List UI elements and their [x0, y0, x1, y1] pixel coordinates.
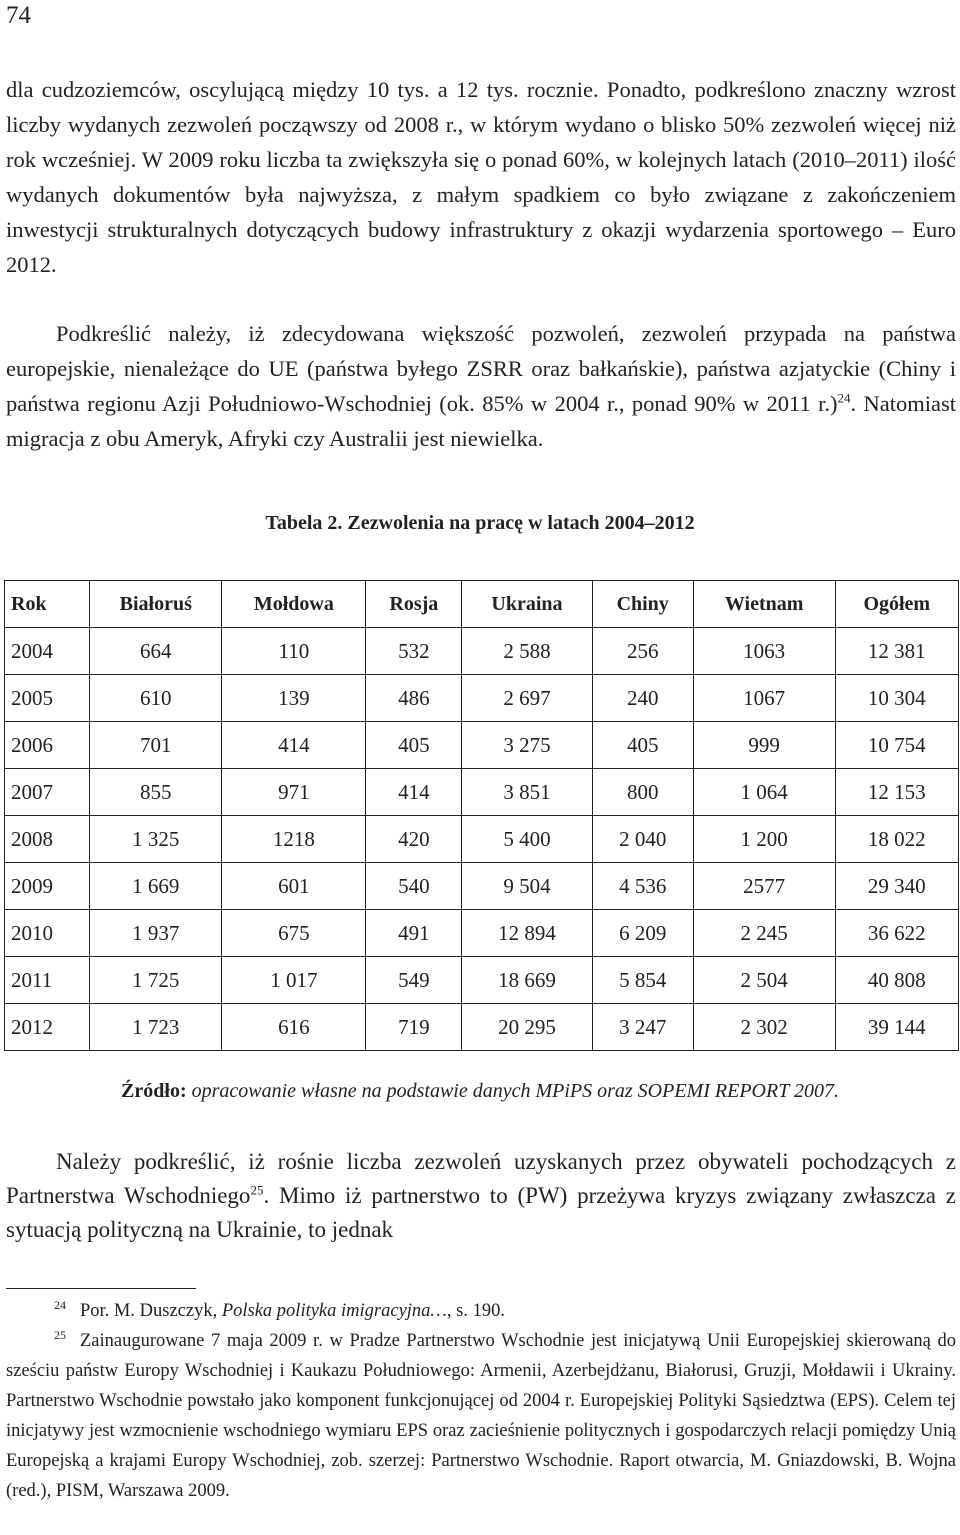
footnote-ref-25[interactable]: 25	[250, 1182, 264, 1198]
table-cell: 6 209	[592, 910, 693, 957]
paragraph-1	[6, 72, 956, 282]
table-cell: 414	[366, 769, 462, 816]
table-row	[5, 816, 959, 863]
table-cell: 10 754	[835, 722, 958, 769]
table-cell: 405	[366, 722, 462, 769]
footnote-text: Zainaugurowane 7 maja 2009 r. w Pradze Partnerstwo Wschodnie jest inicjatywą Unii Europejskiej skierowaną do sześciu państw Europy Wschodniej i Kaukazu Południowego: Armenii, Azerbejdżanu, Białorusi, Gruzji, Mołdawii i Ukrainy. Partnerstwo Wschodnie powstało jako komponent funkcjonującej od 2004 r. Europejskiej Polityki Sąsiedztwa (EPS). Celem tej inicjatywy jest wzmocnienie wschodniego wymiaru EPS oraz zacieśnienie politycznych i gospodarczych relacji pomiędzy Unią Europejską a krajami Europy Wschodniej, zob. szerzej: Partnerstwo Wschodnie. Raport otwarcia, M. Gniazdowski, B. Wojna (red.), PISM, Warszawa 2009.	[6, 1331, 956, 1501]
table-cell: 40 808	[835, 957, 958, 1004]
paragraph-3-text: Należy podkreślić, iż rośnie liczba zezwoleń uzyskanych przez obywateli pochodzących z Partnerstwa Wschodniego	[6, 1149, 956, 1208]
source-label: Źródło:	[121, 1080, 187, 1102]
table-source	[0, 1080, 960, 1103]
table-cell: 2 245	[693, 910, 835, 957]
table-cell: 1 325	[90, 816, 222, 863]
table-cell: 1 937	[90, 910, 222, 957]
table-cell: 2 504	[693, 957, 835, 1004]
table-cell: 4 536	[592, 863, 693, 910]
table-cell: 2 588	[462, 628, 592, 675]
footnote-text-after: , s. 190.	[446, 1301, 505, 1321]
table-cell: 139	[222, 675, 366, 722]
paragraph-2-text: Podkreślić należy, iż zdecydowana większość pozwoleń, zezwoleń przypada na państwa europejskie, nienależące do UE (państwa byłego ZSRR oraz bałkańskie), państwa azjatyckie (Chiny i państwa regionu Azji Południowo-Wschodniej (ok. 85% w 2004 r., ponad 90% w 2011 r.)	[6, 321, 956, 416]
table-cell: 486	[366, 675, 462, 722]
table-cell: 39 144	[835, 1004, 958, 1051]
table-cell: 971	[222, 769, 366, 816]
table-cell: 3 851	[462, 769, 592, 816]
table-cell: 491	[366, 910, 462, 957]
paragraph-3	[6, 1145, 956, 1247]
footnote-divider	[6, 1288, 196, 1289]
header-bialorus: Białoruś	[90, 581, 222, 628]
table-cell-year: 2010	[5, 910, 90, 957]
table-row	[5, 863, 959, 910]
table-cell-year: 2009	[5, 863, 90, 910]
table-cell: 540	[366, 863, 462, 910]
source-text: opracowanie własne na podstawie danych MPiPS oraz SOPEMI REPORT 2007.	[191, 1080, 839, 1102]
table-cell: 405	[592, 722, 693, 769]
table-cell: 601	[222, 863, 366, 910]
table-body	[5, 628, 959, 1051]
table-cell-year: 2011	[5, 957, 90, 1004]
table-cell: 256	[592, 628, 693, 675]
table-cell-year: 2008	[5, 816, 90, 863]
table-cell: 414	[222, 722, 366, 769]
header-rosja: Rosja	[366, 581, 462, 628]
table-cell: 12 153	[835, 769, 958, 816]
table-header-row	[5, 581, 959, 628]
table-cell-year: 2006	[5, 722, 90, 769]
paragraph-2	[6, 316, 956, 456]
footnote-24: 24 Por. M. Duszczyk, Polska polityka imigracyjna…, s. 190.	[54, 1297, 505, 1321]
table-cell-year: 2007	[5, 769, 90, 816]
footnote-25: 25 Zainaugurowane 7 maja 2009 r. w Pradze Partnerstwo Wschodnie jest inicjatywą Unii Europejskiej skierowaną do sześciu państw Europy Wschodniej i Kaukazu Południowego: Armenii, Azerbejdżanu, Białorusi, Gruzji, Mołdawii i Ukrainy. Partnerstwo Wschodnie powstało jako komponent funkcjonującej od 2004 r. Europejskiej Polityki Sąsiedztwa (EPS). Celem tej inicjatywy jest wzmocnienie wschodniego wymiaru EPS oraz zacieśnienie politycznych i gospodarczych relacji pomiędzy Unią Europejską a krajami Europy Wschodniej, zob. szerzej: Partnerstwo Wschodnie. Raport otwarcia, M. Gniazdowski, B. Wojna (red.), PISM, Warszawa 2009.	[6, 1327, 956, 1501]
table-cell: 616	[222, 1004, 366, 1051]
table-row	[5, 722, 959, 769]
header-chiny: Chiny	[592, 581, 693, 628]
table-row	[5, 1004, 959, 1051]
table-cell: 36 622	[835, 910, 958, 957]
work-permits-table	[4, 580, 959, 1051]
table-cell: 5 400	[462, 816, 592, 863]
table-cell: 29 340	[835, 863, 958, 910]
footnote-text: Por. M. Duszczyk,	[80, 1301, 222, 1321]
table-cell: 610	[90, 675, 222, 722]
table-cell: 240	[592, 675, 693, 722]
table-cell: 10 304	[835, 675, 958, 722]
header-rok: Rok	[5, 581, 90, 628]
table-cell: 1 723	[90, 1004, 222, 1051]
table-cell: 420	[366, 816, 462, 863]
table-cell-year: 2005	[5, 675, 90, 722]
table-row	[5, 910, 959, 957]
table-cell: 1218	[222, 816, 366, 863]
table-cell: 3 247	[592, 1004, 693, 1051]
table-cell: 1 200	[693, 816, 835, 863]
header-moldowa: Mołdowa	[222, 581, 366, 628]
header-wietnam: Wietnam	[693, 581, 835, 628]
header-ogolem: Ogółem	[835, 581, 958, 628]
table-row	[5, 957, 959, 1004]
table-row	[5, 628, 959, 675]
table-cell: 2 040	[592, 816, 693, 863]
table-cell: 1063	[693, 628, 835, 675]
table-cell: 12 381	[835, 628, 958, 675]
footnotes	[6, 1296, 956, 1506]
table-cell: 719	[366, 1004, 462, 1051]
table-cell: 2577	[693, 863, 835, 910]
table-cell-year: 2012	[5, 1004, 90, 1051]
table-caption: Tabela 2. Zezwolenia na pracę w latach 2004–2012	[265, 512, 695, 534]
table-cell: 2 697	[462, 675, 592, 722]
table-cell: 1 017	[222, 957, 366, 1004]
table-cell: 5 854	[592, 957, 693, 1004]
paragraph-2-text-after: . Natomiast migracja z obu Ameryk, Afryki czy Australii jest niewielka.	[6, 391, 956, 451]
paragraph-1-text: dla cudzoziemców, oscylującą między 10 tys. a 12 tys. rocznie. Ponadto, podkreślono znaczny wzrost liczby wydanych zezwoleń począwszy od 2008 r., w którym wydano o blisko 50% zezwoleń więcej niż rok wcześniej. W 2009 roku liczba ta zwiększyła się o ponad 60%, w kolejnych latach (2010–2011) ilość wydanych dokumentów była najwyższa, z małym spadkiem co było związane z zakończeniem inwestycji strukturalnych dotyczących budowy infrastruktury z okazji wydarzenia sportowego – Euro 2012.	[6, 77, 956, 277]
table-cell: 20 295	[462, 1004, 592, 1051]
table-row	[5, 769, 959, 816]
header-ukraina: Ukraina	[462, 581, 592, 628]
table-cell: 549	[366, 957, 462, 1004]
table-cell: 675	[222, 910, 366, 957]
table-cell: 701	[90, 722, 222, 769]
paragraph-3-text-after: . Mimo iż partnerstwo to (PW) przeżywa kryzys związany zwłaszcza z sytuacją polityczną na Ukrainie, to jednak	[6, 1183, 956, 1242]
table-cell: 1 725	[90, 957, 222, 1004]
table-cell: 1067	[693, 675, 835, 722]
table-cell: 800	[592, 769, 693, 816]
table-cell: 18 022	[835, 816, 958, 863]
table-cell: 18 669	[462, 957, 592, 1004]
page-number: 74	[6, 2, 31, 29]
table-cell-year: 2004	[5, 628, 90, 675]
table-cell: 110	[222, 628, 366, 675]
table-cell: 664	[90, 628, 222, 675]
footnote-italic-title: Polska polityka imigracyjna…	[221, 1301, 447, 1321]
footnote-ref-24[interactable]: 24	[837, 390, 851, 406]
table-cell: 2 302	[693, 1004, 835, 1051]
table-row	[5, 675, 959, 722]
table-cell: 532	[366, 628, 462, 675]
table-cell: 855	[90, 769, 222, 816]
table-cell: 999	[693, 722, 835, 769]
table-cell: 1 669	[90, 863, 222, 910]
table-cell: 3 275	[462, 722, 592, 769]
table-cell: 12 894	[462, 910, 592, 957]
table-cell: 1 064	[693, 769, 835, 816]
table-cell: 9 504	[462, 863, 592, 910]
